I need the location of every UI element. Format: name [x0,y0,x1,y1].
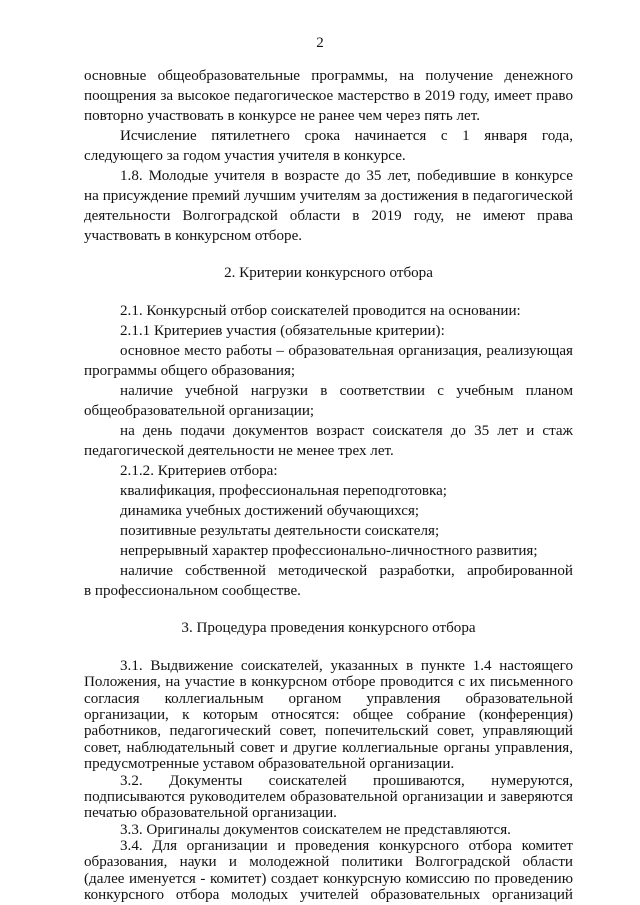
section-heading: 3. Процедура проведения конкурсного отбора [181,620,476,636]
text-line: конкурсного отбора молодых учителей образовательных организаций [84,887,573,903]
text-line: 3.2. Документы соискателей прошиваются, нумеруются, [120,773,573,789]
text-line: общеобразовательной организации; [84,403,315,419]
text-line: наличие собственной методической разработки, апробированной [120,563,573,579]
text-line: повторно участвовать в конкурсе не ранее чем через пять лет. [84,108,480,124]
text-line: в профессиональном сообществе. [84,583,301,599]
text-line: 2.1. Конкурсный отбор соискателей проводится на основании: [120,303,521,319]
text-line: деятельности Волгоградской области в 2019 году, не имеют права [84,208,573,224]
text-line: печатью образовательной организации. [84,805,337,821]
text-line: образования, науки и молодежной политики Волгоградской области [84,854,573,870]
text-line: 3.1. Выдвижение соискателей, указанных в пункте 1.4 настоящего [120,658,573,674]
text-line: на присуждение премий лучшим учителям за достижения в педагогической [84,188,573,204]
text-line: участвовать в конкурсном отборе. [84,228,303,244]
text-line: непрерывный характер профессионально-личностного развития; [120,543,538,559]
text-line: 3.4. Для организации и проведения конкурсного отбора комитет [120,838,573,854]
text-line: совет, наблюдательный совет и другие коллегиальные органы управления, [84,740,573,756]
text-line: следующего за годом участия учителя в конкурсе. [84,148,406,164]
section-heading: 2. Критерии конкурсного отбора [224,265,433,281]
page-number: 2 [316,35,324,51]
text-line: предусмотренные уставом образовательной организации. [84,756,455,772]
text-line: основные общеобразовательные программы, на получение денежного [84,68,573,84]
text-line: (далее именуется - комитет) создает конкурсную комиссию по проведению [84,871,573,887]
text-line: наличие учебной нагрузки в соответствии с учебным планом [120,383,573,399]
text-line: квалификация, профессиональная переподготовка; [120,483,447,499]
text-line: педагогической деятельности не менее трех лет. [84,443,394,459]
text-line: Положения, на участие в конкурсном отборе проводится с их письменного [84,674,573,690]
text-line: программы общего образования; [84,363,296,379]
text-line: организации, к которым относятся: общее собрание (конференция) [84,707,573,723]
text-line: 2.1.1 Критериев участия (обязательные критерии): [120,323,445,339]
text-line: 1.8. Молодые учителя в возрасте до 35 лет, победившие в конкурсе [120,168,573,184]
text-line: Исчисление пятилетнего срока начинается с 1 января года, [120,128,573,144]
text-line: работников, педагогический совет, попечительский совет, управляющий [84,723,573,739]
text-line: согласия коллегиальным органом управления образовательной [84,691,573,707]
text-line: 2.1.2. Критериев отбора: [120,463,278,479]
text-line: поощрения за высокое педагогическое мастерство в 2019 году, имеет право [84,88,573,104]
text-line: динамика учебных достижений обучающихся; [120,503,420,519]
text-line: 3.3. Оригиналы документов соискателем не представляются. [120,822,511,838]
text-line: основное место работы – образовательная организация, реализующая [120,343,573,359]
text-line: подписываются руководителем образовательной организации и заверяются [84,789,573,805]
text-line: позитивные результаты деятельности соискателя; [120,523,440,539]
text-line: на день подачи документов возраст соискателя до 35 лет и стаж [120,423,573,439]
